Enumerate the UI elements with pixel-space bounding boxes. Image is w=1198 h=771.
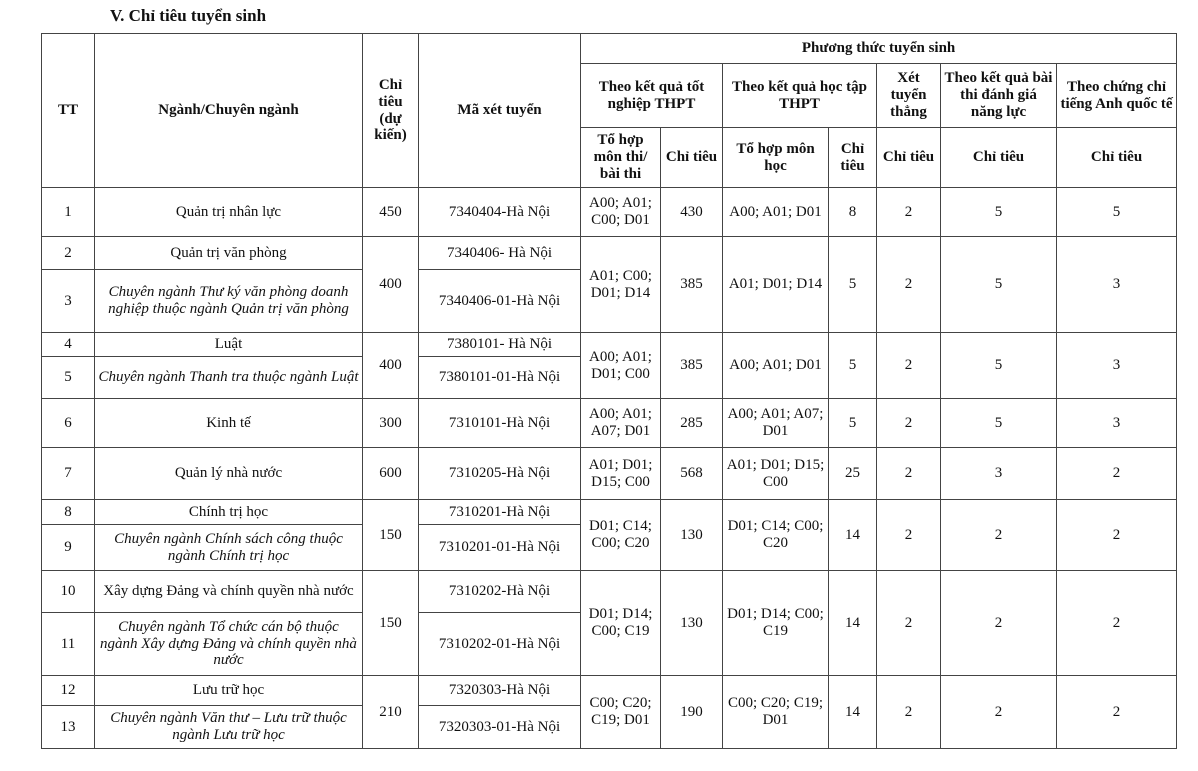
- row-code: 7320303-Hà Nội: [419, 676, 581, 706]
- row-direct-quota: 2: [877, 237, 941, 333]
- row-quota: 450: [363, 188, 419, 237]
- row-direct-quota: 2: [877, 333, 941, 399]
- row-assessment-quota: 2: [941, 676, 1057, 749]
- row-tt: 1: [42, 188, 95, 237]
- row-tt: 12: [42, 676, 95, 706]
- row-quota: 150: [363, 571, 419, 676]
- row-english-quota: 2: [1057, 448, 1177, 500]
- row-thpt-combo: A01; C00; D01; D14: [581, 237, 661, 333]
- row-assessment-quota: 5: [941, 237, 1057, 333]
- row-code: 7310205-Hà Nội: [419, 448, 581, 500]
- row-major: Chính trị học: [95, 500, 363, 525]
- header-assessment: Theo kết quả bài thi đánh giá năng lực: [941, 64, 1057, 128]
- row-thpt-quota: 385: [661, 237, 723, 333]
- header-methods: Phương thức tuyển sinh: [581, 34, 1177, 64]
- table-row: [42, 571, 1177, 613]
- row-direct-quota: 2: [877, 448, 941, 500]
- row-assessment-quota: 5: [941, 399, 1057, 448]
- table-row: [42, 399, 1177, 448]
- row-code: 7310101-Hà Nội: [419, 399, 581, 448]
- table-row: [42, 333, 1177, 357]
- row-study-combo: C00; C20; C19; D01: [723, 676, 829, 749]
- row-major: Chuyên ngành Văn thư – Lưu trữ thuộc ngành Lưu trữ học: [95, 706, 363, 749]
- header-thpt-result: Theo kết quả tốt nghiệp THPT: [581, 64, 723, 128]
- table-row: [42, 500, 1177, 525]
- row-quota: 210: [363, 676, 419, 749]
- row-assessment-quota: 5: [941, 333, 1057, 399]
- row-major: Chuyên ngành Thanh tra thuộc ngành Luật: [95, 357, 363, 399]
- header-combo-subject: Tổ hợp môn học: [723, 128, 829, 188]
- row-thpt-quota: 385: [661, 333, 723, 399]
- row-thpt-combo: C00; C20; C19; D01: [581, 676, 661, 749]
- row-study-quota: 25: [829, 448, 877, 500]
- row-study-quota: 14: [829, 500, 877, 571]
- row-study-combo: D01; D14; C00; C19: [723, 571, 829, 676]
- row-study-quota: 14: [829, 676, 877, 749]
- row-tt: 2: [42, 237, 95, 270]
- row-thpt-combo: A00; A01; D01; C00: [581, 333, 661, 399]
- row-assessment-quota: 2: [941, 500, 1057, 571]
- row-study-combo: D01; C14; C00; C20: [723, 500, 829, 571]
- row-direct-quota: 2: [877, 571, 941, 676]
- row-assessment-quota: 2: [941, 571, 1057, 676]
- row-thpt-combo: A00; A01; C00; D01: [581, 188, 661, 237]
- row-major: Chuyên ngành Thư ký văn phòng doanh nghiệp thuộc ngành Quản trị văn phòng: [95, 270, 363, 333]
- row-code: 7310201-Hà Nội: [419, 500, 581, 525]
- row-code: 7340406- Hà Nội: [419, 237, 581, 270]
- row-thpt-combo: A01; D01; D15; C00: [581, 448, 661, 500]
- row-major: Quản trị văn phòng: [95, 237, 363, 270]
- header-tt: TT: [42, 34, 95, 188]
- row-code: 7310201-01-Hà Nội: [419, 525, 581, 571]
- row-quota: 300: [363, 399, 419, 448]
- header-major: Ngành/Chuyên ngành: [95, 34, 363, 188]
- row-tt: 13: [42, 706, 95, 749]
- row-study-combo: A00; A01; A07; D01: [723, 399, 829, 448]
- header-code: Mã xét tuyển: [419, 34, 581, 188]
- table-row: [42, 676, 1177, 706]
- header-quota-assessment: Chỉ tiêu: [941, 128, 1057, 188]
- row-tt: 11: [42, 613, 95, 676]
- table-row: [42, 237, 1177, 270]
- row-code: 7340406-01-Hà Nội: [419, 270, 581, 333]
- table-row: [42, 448, 1177, 500]
- row-thpt-quota: 190: [661, 676, 723, 749]
- section-title: V. Chỉ tiêu tuyển sinh: [110, 6, 267, 25]
- row-quota: 600: [363, 448, 419, 500]
- row-study-quota: 5: [829, 333, 877, 399]
- row-english-quota: 5: [1057, 188, 1177, 237]
- row-thpt-quota: 285: [661, 399, 723, 448]
- row-english-quota: 3: [1057, 399, 1177, 448]
- row-code: 7340404-Hà Nội: [419, 188, 581, 237]
- header-quota-thpt: Chỉ tiêu: [661, 128, 723, 188]
- row-tt: 9: [42, 525, 95, 571]
- header-quota-study: Chỉ tiêu: [829, 128, 877, 188]
- row-thpt-quota: 130: [661, 500, 723, 571]
- row-english-quota: 3: [1057, 237, 1177, 333]
- row-tt: 6: [42, 399, 95, 448]
- header-quota-direct: Chỉ tiêu: [877, 128, 941, 188]
- table-row: [42, 188, 1177, 237]
- row-thpt-quota: 568: [661, 448, 723, 500]
- row-major: Luật: [95, 333, 363, 357]
- row-thpt-quota: 130: [661, 571, 723, 676]
- header-quota: Chỉ tiêu (dự kiến): [363, 34, 419, 188]
- row-study-combo: A01; D01; D14: [723, 237, 829, 333]
- row-code: 7380101-01-Hà Nội: [419, 357, 581, 399]
- row-major: Quản lý nhà nước: [95, 448, 363, 500]
- row-direct-quota: 2: [877, 188, 941, 237]
- row-direct-quota: 2: [877, 676, 941, 749]
- row-thpt-combo: D01; C14; C00; C20: [581, 500, 661, 571]
- row-study-quota: 8: [829, 188, 877, 237]
- header-quota-english: Chỉ tiêu: [1057, 128, 1177, 188]
- row-quota: 150: [363, 500, 419, 571]
- row-english-quota: 3: [1057, 333, 1177, 399]
- row-assessment-quota: 3: [941, 448, 1057, 500]
- row-study-combo: A00; A01; D01: [723, 333, 829, 399]
- row-major: Chuyên ngành Chính sách công thuộc ngành Chính trị học: [95, 525, 363, 571]
- row-quota: 400: [363, 333, 419, 399]
- row-thpt-combo: A00; A01; A07; D01: [581, 399, 661, 448]
- row-tt: 4: [42, 333, 95, 357]
- row-major: Quản trị nhân lực: [95, 188, 363, 237]
- header-english-cert: Theo chứng chỉ tiếng Anh quốc tế: [1057, 64, 1177, 128]
- row-tt: 10: [42, 571, 95, 613]
- header-combo-exam: Tổ hợp môn thi/ bài thi: [581, 128, 661, 188]
- row-code: 7320303-01-Hà Nội: [419, 706, 581, 749]
- row-major: Kinh tế: [95, 399, 363, 448]
- row-assessment-quota: 5: [941, 188, 1057, 237]
- row-study-quota: 5: [829, 399, 877, 448]
- header-row-1: [42, 34, 1177, 64]
- row-code: 7310202-01-Hà Nội: [419, 613, 581, 676]
- admission-quota-table: [41, 33, 1177, 749]
- header-study-result: Theo kết quả học tập THPT: [723, 64, 877, 128]
- row-direct-quota: 2: [877, 500, 941, 571]
- row-study-combo: A01; D01; D15; C00: [723, 448, 829, 500]
- row-code: 7380101- Hà Nội: [419, 333, 581, 357]
- row-english-quota: 2: [1057, 500, 1177, 571]
- row-study-quota: 14: [829, 571, 877, 676]
- row-thpt-combo: D01; D14; C00; C19: [581, 571, 661, 676]
- row-english-quota: 2: [1057, 676, 1177, 749]
- row-study-combo: A00; A01; D01: [723, 188, 829, 237]
- row-code: 7310202-Hà Nội: [419, 571, 581, 613]
- row-tt: 8: [42, 500, 95, 525]
- row-tt: 3: [42, 270, 95, 333]
- row-quota: 400: [363, 237, 419, 333]
- row-direct-quota: 2: [877, 399, 941, 448]
- header-direct: Xét tuyển thẳng: [877, 64, 941, 128]
- row-thpt-quota: 430: [661, 188, 723, 237]
- row-major: Chuyên ngành Tổ chức cán bộ thuộc ngành Xây dựng Đảng và chính quyền nhà nước: [95, 613, 363, 676]
- row-major: Lưu trữ học: [95, 676, 363, 706]
- row-tt: 7: [42, 448, 95, 500]
- row-study-quota: 5: [829, 237, 877, 333]
- row-tt: 5: [42, 357, 95, 399]
- row-english-quota: 2: [1057, 571, 1177, 676]
- row-major: Xây dựng Đảng và chính quyền nhà nước: [95, 571, 363, 613]
